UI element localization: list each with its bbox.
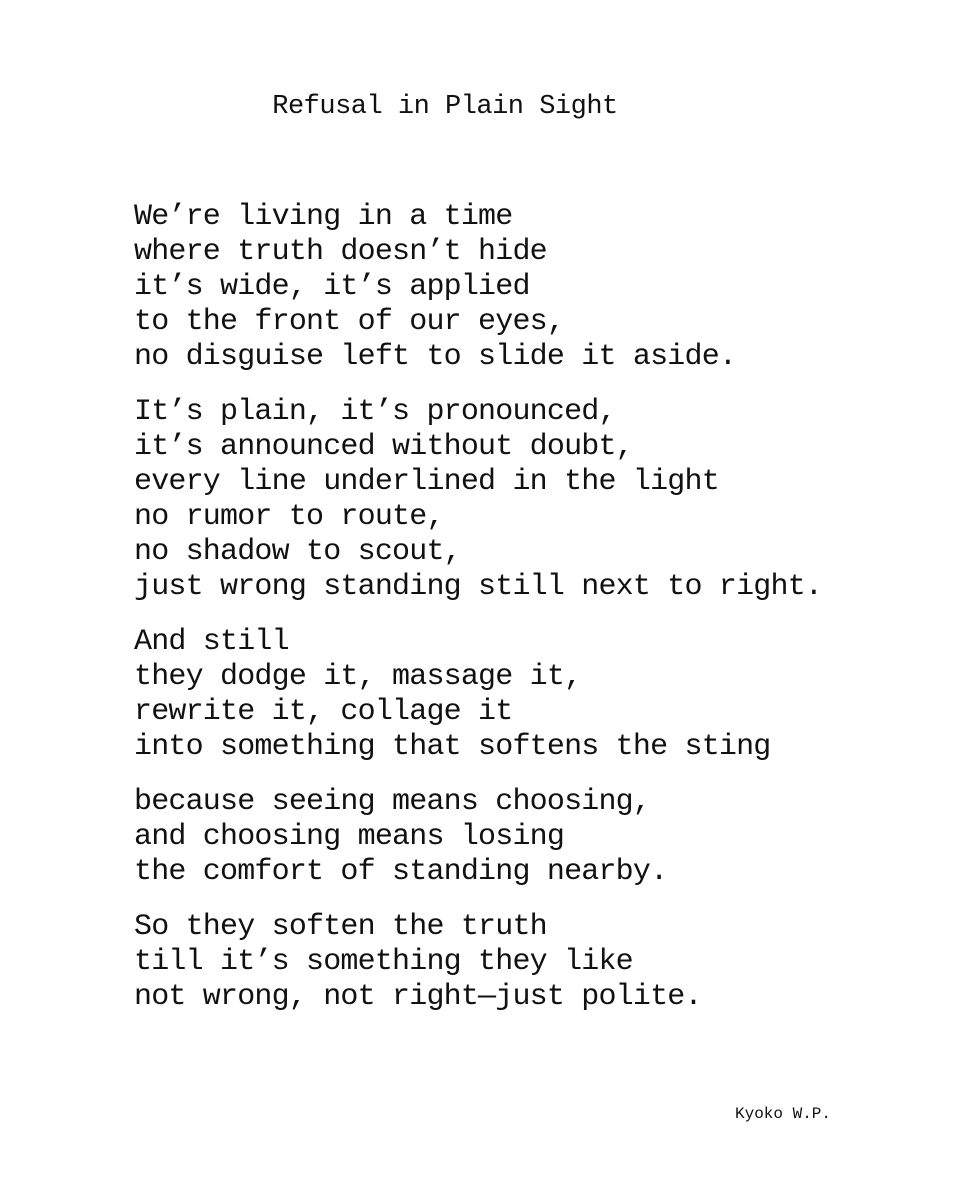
poem-title: Refusal in Plain Sight — [272, 92, 618, 122]
author-signature: Kyoko W.P. — [734, 1105, 831, 1123]
poem-line: till it’s something they like — [134, 945, 633, 979]
stanza — [134, 625, 934, 765]
poem-line: every line underlined in the light — [134, 465, 719, 499]
poem-line: just wrong standing still next to right. — [134, 570, 823, 604]
poem-line: no rumor to route, — [134, 500, 444, 534]
poem-line: it’s wide, it’s applied — [134, 270, 530, 304]
poem-line: We’re living in a time — [134, 200, 513, 234]
poem-line: no shadow to scout, — [134, 535, 461, 569]
poem-line: they dodge it, massage it, — [134, 660, 582, 694]
poem-line: not wrong, not right—just polite. — [134, 980, 702, 1014]
poem-body — [134, 200, 934, 1035]
poem-line: because seeing means choosing, — [134, 785, 651, 819]
poem-line: the comfort of standing nearby. — [134, 855, 668, 889]
stanza — [134, 200, 934, 375]
poem-line: it’s announced without doubt, — [134, 430, 633, 464]
poem-line: And still — [134, 625, 289, 659]
poem-line: rewrite it, collage it — [134, 695, 513, 729]
stanza — [134, 910, 934, 1015]
poem-line: where truth doesn’t hide — [134, 235, 547, 269]
poem-line: into something that softens the sting — [134, 730, 771, 764]
stanza — [134, 785, 934, 890]
poem-line: It’s plain, it’s pronounced, — [134, 395, 616, 429]
poem-line: to the front of our eyes, — [134, 305, 565, 339]
stanza — [134, 395, 934, 605]
poem-line: So they soften the truth — [134, 910, 547, 944]
poem-line: and choosing means losing — [134, 820, 565, 854]
poem-line: no disguise left to slide it aside. — [134, 340, 737, 374]
